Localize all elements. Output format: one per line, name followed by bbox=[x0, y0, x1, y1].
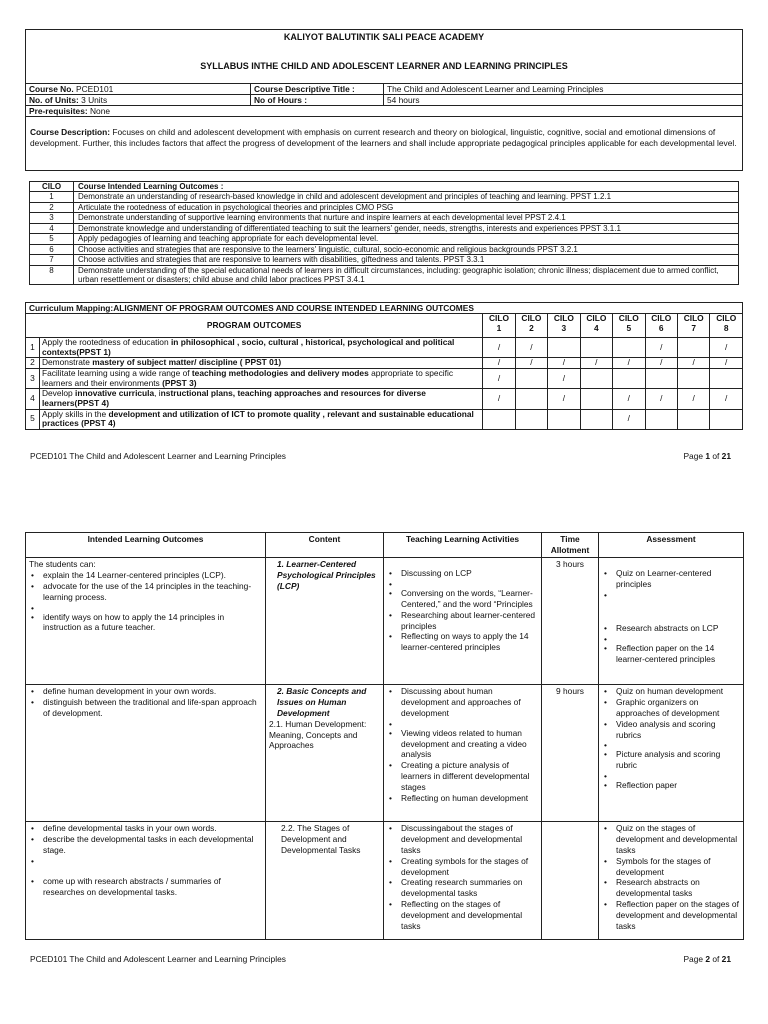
alignment-mark: / bbox=[677, 389, 709, 409]
spacer bbox=[387, 719, 538, 728]
activities-cell bbox=[384, 684, 542, 821]
assessment-cell bbox=[599, 684, 744, 821]
alignment-mark: / bbox=[710, 389, 743, 409]
cilo-col-number: 7 bbox=[691, 322, 697, 333]
page-total: 21 bbox=[721, 954, 731, 964]
cilo-col-number: 5 bbox=[626, 322, 632, 333]
cilo-label: CILO bbox=[651, 313, 672, 323]
course-no-cell bbox=[26, 84, 251, 95]
alignment-mark bbox=[677, 409, 709, 429]
alignment-mark bbox=[580, 338, 612, 358]
spacer bbox=[602, 559, 740, 568]
footer-page-number bbox=[683, 451, 731, 461]
outcome-text-part: development and utilization of ICT to promote quality , relevant and sustainable educational practices (PPST 4) bbox=[41, 408, 474, 429]
alignment-mark: / bbox=[548, 389, 580, 409]
outcome-text-part: innovative curricula bbox=[75, 388, 155, 399]
cilo-col-header bbox=[613, 314, 645, 338]
activity-item: • Researching about learner-centered principles bbox=[387, 610, 538, 632]
alignment-mark bbox=[710, 409, 743, 429]
activity-item: • Creating symbols for the stages of development bbox=[387, 856, 538, 878]
alignment-mark: / bbox=[483, 358, 515, 369]
alignment-mark: / bbox=[483, 389, 515, 409]
alignment-mark: / bbox=[515, 358, 547, 369]
cilo-text: Articulate the rootedness of education in psychological theories and principles CMO PSG bbox=[74, 202, 739, 212]
cilo-number: 7 bbox=[30, 255, 74, 265]
assessment-item: • Reflection paper bbox=[602, 780, 740, 791]
plan-header-row bbox=[26, 533, 744, 558]
outcome-number: 5 bbox=[26, 409, 40, 429]
content-subtopic: 2.1. Human Development: Meaning, Concepts and Approaches bbox=[269, 718, 367, 751]
assessment-item: • Quiz on human development bbox=[602, 686, 740, 697]
cilo-text: Demonstrate understanding of the special educational needs of learners in difficult circumstances, including: geographic isolation; chronic illness; displacement due to armed conflict, urban resettlement or disasters; child abuse and child labor practices PPST 3.4.1 bbox=[74, 265, 739, 285]
outcome-number: 1 bbox=[26, 338, 40, 358]
cilo-col-number: 8 bbox=[723, 322, 729, 333]
cilo-col-outcomes: Course Intended Learning Outcomes : bbox=[74, 182, 739, 192]
ilo-item: • describe the developmental tasks in each developmental stage. bbox=[29, 834, 262, 856]
syllabus-title: SYLLABUS INTHE CHILD AND ADOLESCENT LEARNER AND LEARNING PRINCIPLES bbox=[200, 61, 568, 71]
spacer bbox=[387, 559, 538, 568]
mapping-title: Curriculum Mapping:ALIGNMENT OF PROGRAM OUTCOMES AND COURSE INTENDED LEARNING OUTCOMES bbox=[25, 302, 743, 314]
assessment-item: • Video analysis and scoring rubrics bbox=[602, 719, 740, 741]
prereq-label: Pre-requisites: bbox=[29, 106, 88, 117]
alignment-mark: / bbox=[548, 368, 580, 388]
footer-course: PCED101 The Child and Adolescent Learner and Learning Principles bbox=[30, 954, 286, 964]
outcome-text-part: Demonstrate bbox=[41, 357, 93, 368]
page-current: 2 bbox=[705, 954, 711, 964]
ilo-item: • come up with research abstracts / summaries of researches on developmental tasks. bbox=[29, 876, 262, 898]
program-outcome-text bbox=[39, 409, 482, 429]
course-info-box bbox=[25, 29, 743, 171]
alignment-mark: / bbox=[710, 338, 743, 358]
alignment-mark bbox=[580, 409, 612, 429]
program-outcomes-header: PROGRAM OUTCOMES bbox=[26, 314, 483, 338]
outcome-text-part: appropriate to specific learners and their environments bbox=[41, 367, 454, 388]
col-time: Time Allotment bbox=[542, 533, 599, 558]
description-label: Course Description: bbox=[30, 127, 111, 137]
spacer bbox=[387, 579, 538, 588]
alignment-mark bbox=[483, 409, 515, 429]
ilo-cell bbox=[26, 684, 266, 821]
units-value: 3 Units bbox=[81, 95, 108, 106]
cilo-col-number: 3 bbox=[561, 322, 567, 333]
cilo-number: 3 bbox=[30, 213, 74, 223]
spacer bbox=[602, 634, 740, 643]
alignment-mark bbox=[548, 338, 580, 358]
cilo-number: 5 bbox=[30, 234, 74, 244]
plan-row bbox=[26, 557, 744, 684]
activity-item: • Creating a picture analysis of learners in different developmental stages bbox=[387, 760, 538, 793]
alignment-mark: / bbox=[580, 358, 612, 369]
program-outcome-text bbox=[39, 368, 482, 388]
ilo-item: • identify ways on how to apply the 14 principles in instruction as a future teacher. bbox=[29, 612, 262, 634]
activity-item: • Reflecting on ways to apply the 14 learner-centered principles bbox=[387, 631, 538, 653]
activity-item: • Reflecting on the stages of development and developmental tasks bbox=[387, 899, 538, 932]
outcome-number: 4 bbox=[26, 389, 40, 409]
units-label: No. of Units: bbox=[29, 95, 79, 106]
cilo-label: CILO bbox=[716, 313, 737, 323]
alignment-mark bbox=[613, 338, 645, 358]
mapping-row bbox=[26, 368, 743, 388]
ilo-item: • distinguish between the traditional and life-span approach of development. bbox=[29, 697, 262, 719]
activity-item: • Reflecting on human development bbox=[387, 793, 538, 804]
activities-cell bbox=[384, 557, 542, 684]
ilo-cell bbox=[26, 557, 266, 684]
outcome-text-part: Apply skills in the bbox=[41, 408, 109, 419]
page-current: 1 bbox=[705, 451, 711, 461]
alignment-mark bbox=[548, 409, 580, 429]
hours-label: No of Hours : bbox=[251, 95, 384, 106]
cilo-number: 4 bbox=[30, 223, 74, 233]
spacer bbox=[29, 856, 262, 876]
cilo-row bbox=[30, 213, 739, 223]
cilo-col-header bbox=[515, 314, 547, 338]
alignment-mark: / bbox=[645, 358, 677, 369]
program-outcome-text bbox=[39, 389, 482, 409]
cilo-col-number: CILO bbox=[30, 182, 74, 192]
page-label: Page bbox=[683, 451, 704, 461]
cilo-col-header bbox=[710, 314, 743, 338]
assessment-item: • Symbols for the stages of development bbox=[602, 856, 740, 878]
course-no-value: PCED101 bbox=[76, 84, 114, 94]
activities-cell bbox=[384, 821, 542, 939]
assessment-item: • Reflection paper on the stages of development and developmental tasks bbox=[602, 899, 740, 932]
col-content: Content bbox=[266, 533, 384, 558]
course-no-label: Course No. bbox=[29, 84, 74, 94]
activity-item: • Discussing on LCP bbox=[387, 568, 538, 579]
mapping-header-row bbox=[26, 314, 743, 338]
course-meta-table bbox=[25, 83, 743, 117]
alignment-mark: / bbox=[613, 358, 645, 369]
footer-page-number bbox=[683, 954, 731, 964]
activity-item: • Conversing on the words, “Learner-Centered,” and the word “Principles bbox=[387, 588, 538, 610]
alignment-mark: / bbox=[483, 338, 515, 358]
cilo-row bbox=[30, 244, 739, 254]
assessment-item: • Reflection paper on the 14 learner-centered principles bbox=[602, 643, 740, 665]
alignment-mark bbox=[710, 368, 743, 388]
outcome-text-part: nstructional plans, teaching approaches and resources for diverse learners(PPST 4) bbox=[41, 388, 426, 408]
col-activities: Teaching Learning Activities bbox=[384, 533, 542, 558]
cilo-label: CILO bbox=[618, 313, 639, 323]
alignment-mark bbox=[515, 409, 547, 429]
prereq-value: None bbox=[89, 106, 111, 117]
cilo-number: 6 bbox=[30, 244, 74, 254]
activity-item: • Discussing about human development and approaches of development bbox=[387, 686, 538, 719]
prereq-cell bbox=[26, 106, 743, 117]
content-topic: 1. Learner-Centered Psychological Principles (LCP) bbox=[277, 558, 376, 591]
ilo-item: • define developmental tasks in your own words. bbox=[29, 823, 262, 834]
content-subtopic: 2.2. The Stages of Development and Developmental Tasks bbox=[281, 822, 361, 855]
alignment-mark: / bbox=[483, 368, 515, 388]
mapping-row bbox=[26, 389, 743, 409]
outcome-text-part: , i bbox=[154, 388, 161, 399]
alignment-mark: / bbox=[710, 358, 743, 369]
assessment-item: • Graphic organizers on approaches of development bbox=[602, 697, 740, 719]
assessment-item: • Picture analysis and scoring rubric bbox=[602, 749, 740, 771]
course-description bbox=[30, 127, 738, 148]
cilo-label: CILO bbox=[488, 313, 509, 323]
cilo-label: CILO bbox=[553, 313, 574, 323]
assessment-cell bbox=[599, 557, 744, 684]
page-of: of bbox=[712, 954, 720, 964]
mapping-row bbox=[26, 358, 743, 369]
cilo-col-header bbox=[580, 314, 612, 338]
alignment-mark bbox=[613, 368, 645, 388]
alignment-mark bbox=[645, 409, 677, 429]
content-topic: 2. Basic Concepts and Issues on Human Development bbox=[277, 685, 367, 718]
activity-item: • Discussingabout the stages of development and developmental tasks bbox=[387, 823, 538, 856]
cilo-number: 2 bbox=[30, 202, 74, 212]
cilo-col-header bbox=[645, 314, 677, 338]
ilo-intro: The students can: bbox=[29, 558, 96, 569]
alignment-mark bbox=[515, 389, 547, 409]
cilo-col-number: 1 bbox=[496, 322, 502, 333]
alignment-mark: / bbox=[613, 389, 645, 409]
cilo-col-header bbox=[677, 314, 709, 338]
outcome-text-part: Apply the rootedness of education bbox=[41, 337, 171, 347]
cilo-col-number: 2 bbox=[529, 322, 534, 333]
alignment-mark: / bbox=[645, 389, 677, 409]
cilo-table bbox=[29, 181, 739, 285]
cilo-label: CILO bbox=[586, 313, 607, 323]
alignment-mark: / bbox=[515, 338, 547, 358]
ilo-item: • define human development in your own words. bbox=[29, 686, 262, 697]
alignment-mark: / bbox=[613, 409, 645, 429]
alignment-mark: / bbox=[548, 358, 580, 369]
outcome-text-part: Facilitate learning using a wide range of bbox=[41, 367, 192, 378]
mapping-row bbox=[26, 338, 743, 358]
hours-value: 54 hours bbox=[384, 95, 743, 106]
assessment-item: • Research abstracts on LCP bbox=[602, 623, 740, 634]
plan-row bbox=[26, 684, 744, 821]
learning-plan-table bbox=[25, 532, 744, 940]
mapping-table bbox=[25, 313, 743, 430]
cilo-col-number: 4 bbox=[594, 322, 599, 333]
content-cell bbox=[266, 557, 384, 684]
spacer bbox=[29, 603, 262, 612]
course-title-label: Course Descriptive Title : bbox=[251, 84, 384, 95]
ilo-item: • advocate for the use of the 14 principles in the teaching-learning process. bbox=[29, 581, 262, 603]
alignment-mark: / bbox=[645, 338, 677, 358]
col-ilo: Intended Learning Outcomes bbox=[26, 533, 266, 558]
plan-row bbox=[26, 821, 744, 939]
cilo-row bbox=[30, 234, 739, 244]
assessment-item: • Quiz on the stages of development and developmental tasks bbox=[602, 823, 740, 856]
cilo-row bbox=[30, 265, 739, 285]
activity-item: • Viewing videos related to human development and creating a video analysis bbox=[387, 728, 538, 761]
outcome-number: 2 bbox=[26, 358, 40, 369]
time-cell bbox=[542, 821, 599, 939]
cilo-text: Demonstrate understanding of supportive learning environments that nurture and inspire learners at each developmental level PPST 2.4.1 bbox=[74, 213, 739, 223]
cilo-row bbox=[30, 255, 739, 265]
alignment-mark bbox=[580, 389, 612, 409]
cilo-label: CILO bbox=[683, 313, 704, 323]
footer-course: PCED101 The Child and Adolescent Learner and Learning Principles bbox=[30, 451, 286, 461]
outcome-text-part: teaching methodologies and delivery modes bbox=[191, 367, 369, 378]
ilo-item: • explain the 14 Learner-centered principles (LCP). bbox=[29, 570, 262, 581]
cilo-number: 8 bbox=[30, 265, 74, 285]
outcome-text-part: Develop bbox=[41, 388, 76, 399]
assessment-item: • Research abstracts on developmental tasks bbox=[602, 877, 740, 899]
cilo-row bbox=[30, 202, 739, 212]
time-cell: 3 hours bbox=[542, 557, 599, 684]
spacer bbox=[602, 740, 740, 749]
alignment-mark bbox=[677, 368, 709, 388]
units-cell bbox=[26, 95, 251, 106]
cilo-row bbox=[30, 192, 739, 202]
outcome-text-part: (PPST 3) bbox=[162, 377, 197, 388]
spacer bbox=[602, 771, 740, 780]
cilo-col-header bbox=[483, 314, 515, 338]
alignment-mark bbox=[677, 338, 709, 358]
activity-item: • Creating research summaries on developmental tasks bbox=[387, 877, 538, 899]
alignment-mark bbox=[580, 368, 612, 388]
alignment-mark bbox=[645, 368, 677, 388]
alignment-mark bbox=[515, 368, 547, 388]
cilo-text: Choose activities and strategies that are responsive to the learners' linguistic, cultural, socio-economic and religious backgrounds PPST 3.2.1 bbox=[74, 244, 739, 254]
description-text: Focuses on child and adolescent development with emphasis on current research and theory on biological, linguistic, cognitive, social and emotional dimensions of development. Further, this includes factors that affect the progress of development of the learners and shall include appropriate pedagogical principles applicable for each developmental level. bbox=[30, 127, 737, 148]
cilo-col-header bbox=[548, 314, 580, 338]
content-cell bbox=[266, 684, 384, 821]
page-total: 21 bbox=[721, 451, 731, 461]
mapping-row bbox=[26, 409, 743, 429]
cilo-label: CILO bbox=[521, 313, 542, 323]
cilo-text: Demonstrate an understanding of research-based knowledge in child and adolescent development and principles of teaching and learning. PPST 1.2.1 bbox=[74, 192, 739, 202]
cilo-text: Choose activities and strategies that are responsive to learners with disabilities, giftedness and talents. PPST 3.3.1 bbox=[74, 255, 739, 265]
outcome-number: 3 bbox=[26, 368, 40, 388]
assessment-item: • Quiz on Learner-centered principles bbox=[602, 568, 740, 590]
outcome-text-part: mastery of subject matter/ discipline ( PPST 01) bbox=[92, 357, 282, 368]
cilo-row bbox=[30, 223, 739, 233]
school-name: KALIYOT BALUTINTIK SALI PEACE ACADEMY bbox=[283, 32, 485, 42]
assessment-cell bbox=[599, 821, 744, 939]
cilo-header-row bbox=[30, 182, 739, 192]
time-cell: 9 hours bbox=[542, 684, 599, 821]
page-of: of bbox=[712, 451, 720, 461]
cilo-number: 1 bbox=[30, 192, 74, 202]
page-label: Page bbox=[683, 954, 704, 964]
cilo-text: Demonstrate knowledge and understanding of differentiated teaching to suit the learners' gender, needs, strengths, interests and experiences PPST 3.1.1 bbox=[74, 223, 739, 233]
alignment-mark: / bbox=[677, 358, 709, 369]
program-outcome-text bbox=[39, 358, 482, 369]
cilo-col-number: 6 bbox=[658, 322, 664, 333]
cilo-text: Apply pedagogies of learning and teaching appropriate for each developmental level. bbox=[74, 234, 739, 244]
ilo-cell bbox=[26, 821, 266, 939]
spacer bbox=[602, 590, 740, 623]
program-outcome-text bbox=[39, 338, 482, 358]
mapping-body bbox=[26, 338, 743, 430]
outcome-text-part: in philosophical , socio, cultural , historical, psychological and political contexts(PPST 1) bbox=[41, 337, 455, 357]
col-assessment: Assessment bbox=[599, 533, 744, 558]
course-title-value: The Child and Adolescent Learner and Learning Principles bbox=[384, 84, 743, 95]
content-cell bbox=[266, 821, 384, 939]
